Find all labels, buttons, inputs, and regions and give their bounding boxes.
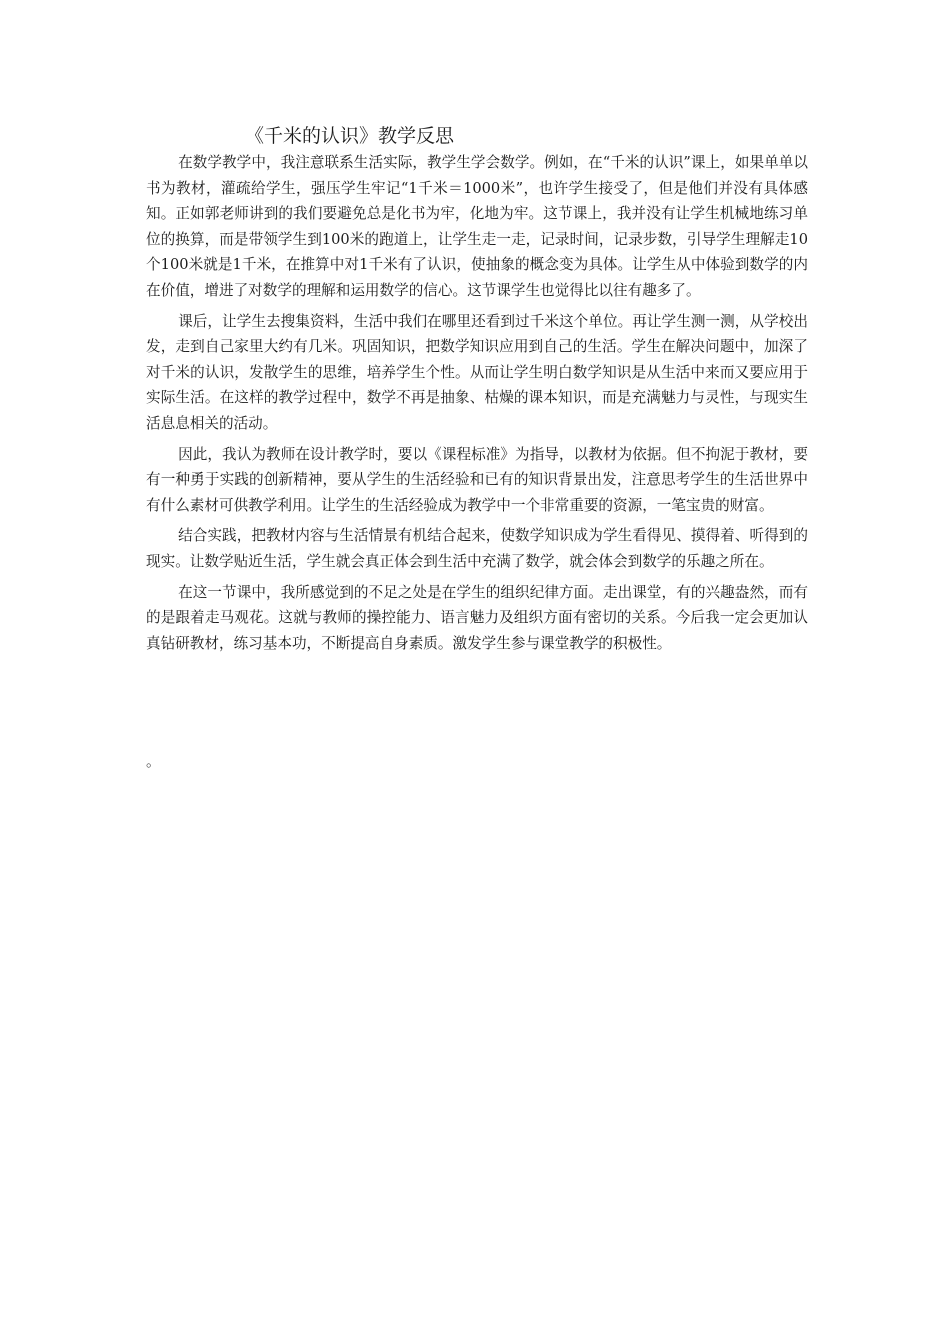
trailing-period: 。 (146, 753, 161, 770)
paragraph-2: 课后，让学生去搜集资料，生活中我们在哪里还看到过千米这个单位。再让学生测一测，从学校出发，走到自己家里大约有几米。巩固知识，把数学知识应用到自己的生活。学生在解决问题中，加深了对千米的认识，发散学生的思维，培养学生个性。从而让学生明白数学知识是从生活中来而又要应用于实际生活。在这样的教学过程中，数学不再是抽象、枯燥的课本知识，而是充满魅力与灵性，与现实生活息息相关的活动。 (146, 312, 808, 432)
paragraph-1: 在数学教学中，我注意联系生活实际，教学生学会数学。例如，在“千米的认识”课上，如果单单以书为教材，灌疏给学生，强压学生牢记“1千米＝1000米”，也许学生接受了，但是他们并没有具体感知。正如郭老师讲到的我们要避免总是化书为牢，化地为牢。这节课上，我并没有让学生机械地练习单位的换算，而是带领学生到100米的跑道上，让学生走一走，记录时间，记录步数，引导学生理解走10个100米就是1千米，在推算中对1千米有了认识，使抽象的概念变为具体。让学生从中体验到数学的内在价值，增进了对数学的理解和运用数学的信心。这节课学生也觉得比以往有趣多了。 (146, 154, 808, 299)
paragraph-3: 因此，我认为教师在设计教学时，要以《课程标准》为指导，以教材为依据。但不拘泥于教材，要有一种勇于实践的创新精神，要从学生的生活经验和已有的知识背景出发，注意思考学生的生活世界中有什么素材可供教学利用。让学生的生活经验成为教学中一个非常重要的资源，一笔宝贵的财富。 (146, 445, 808, 514)
paragraph-4: 结合实践，把教材内容与生活情景有机结合起来，使数学知识成为学生看得见、摸得着、听得到的现实。让数学贴近生活，学生就会真正体会到生活中充满了数学，就会体会到数学的乐趣之所在。 (146, 527, 808, 570)
document-body (146, 150, 808, 661)
paragraph-5: 在这一节课中，我所感觉到的不足之处是在学生的组织纪律方面。走出课堂，有的兴趣盎然，而有的是跟着走马观花。这就与教师的操控能力、语言魅力及组织方面有密切的关系。今后我一定会更加认真钻研教材，练习基本功，不断提高自身素质。激发学生参与课堂教学的积极性。 (146, 583, 808, 652)
document-title: 《千米的认识》教学反思 (245, 125, 455, 147)
